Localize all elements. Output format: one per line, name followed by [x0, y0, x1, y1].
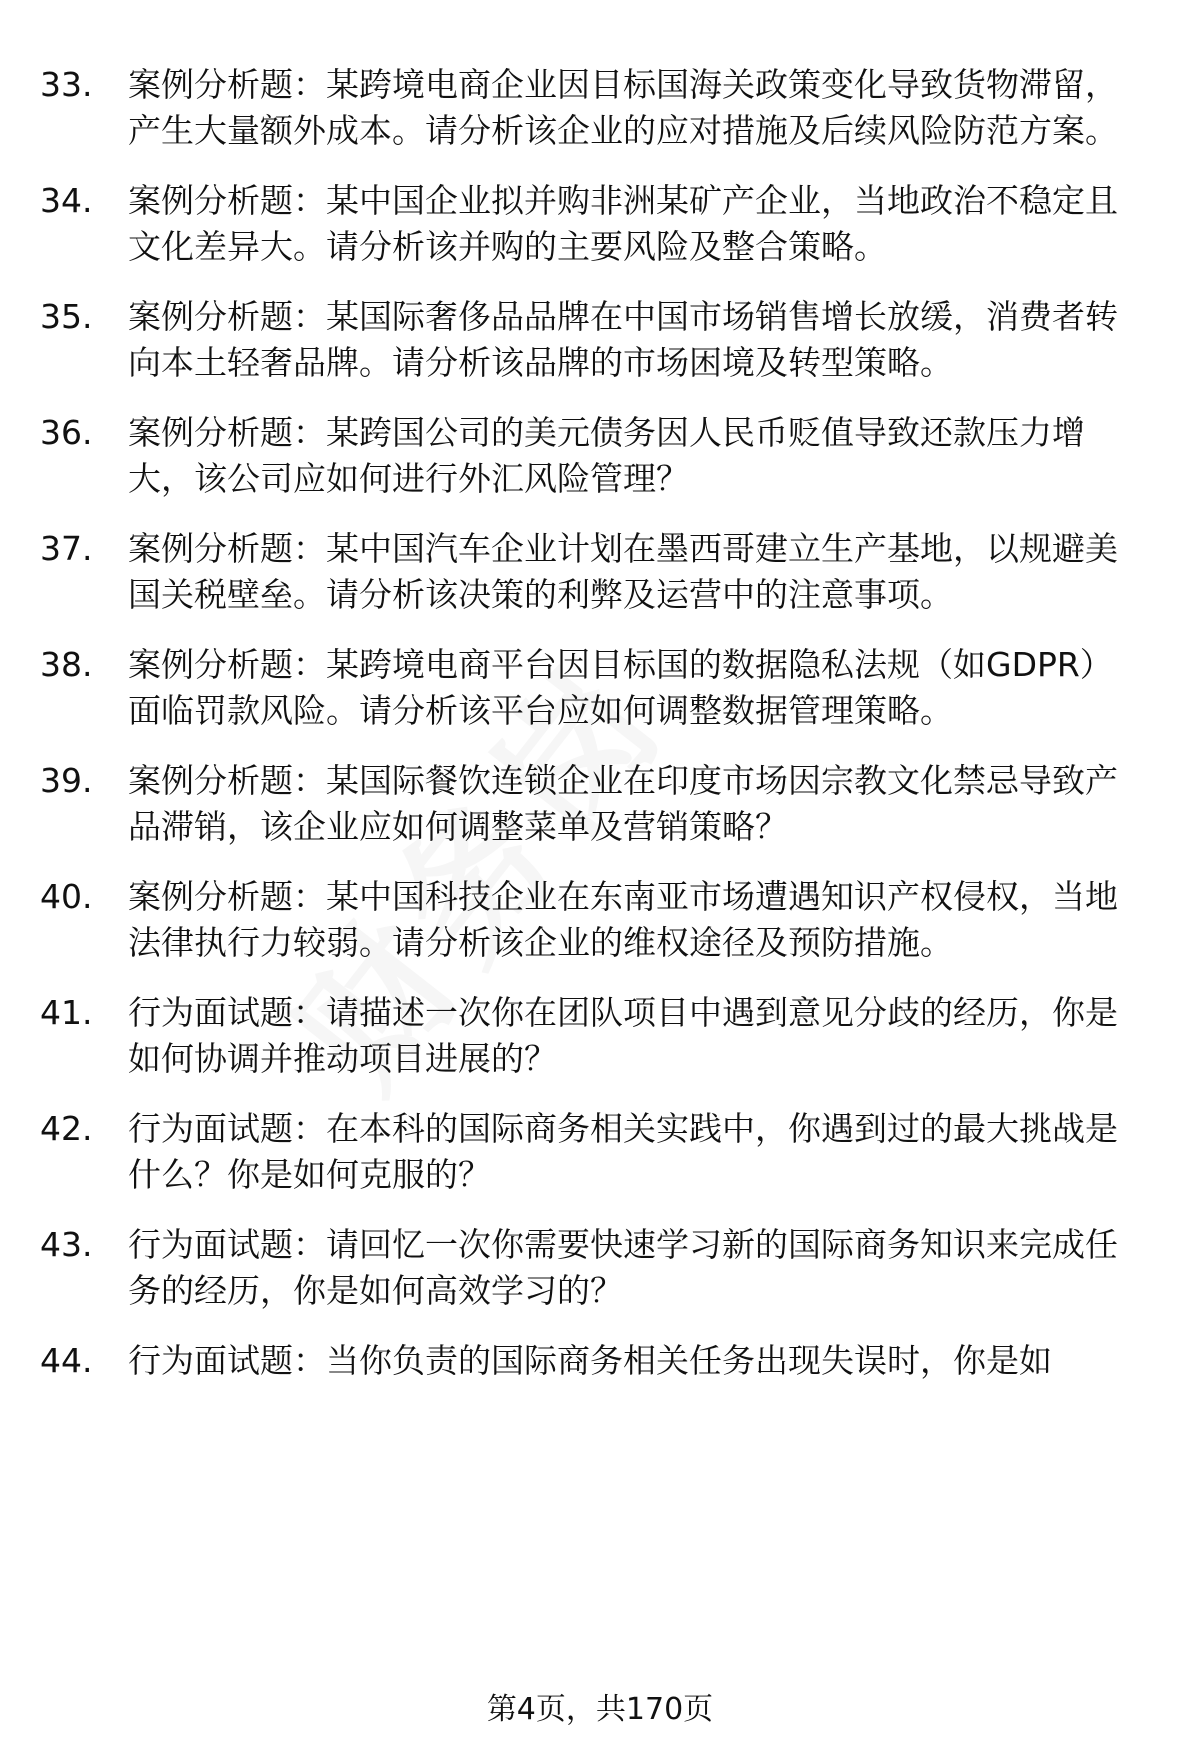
question-item — [0, 1338, 1200, 1384]
question-text: 案例分析题：某中国汽车企业计划在墨西哥建立生产基地，以规避美国关税壁垒。请分析该决策的利弊及运营中的注意事项。 — [128, 529, 1118, 614]
question-text: 案例分析题：某中国科技企业在东南亚市场遭遇知识产权侵权，当地法律执行力较弱。请分析该企业的维权途径及预防措施。 — [128, 877, 1118, 962]
question-number: 33. — [40, 65, 93, 104]
question-text: 行为面试题：请回忆一次你需要快速学习新的国际商务知识来完成任务的经历，你是如何高效学习的？ — [128, 1225, 1118, 1310]
question-number: 40. — [40, 877, 93, 916]
question-number: 43. — [40, 1225, 93, 1264]
question-text: 行为面试题：在本科的国际商务相关实践中，你遇到过的最大挑战是什么？你是如何克服的？ — [128, 1109, 1118, 1194]
question-text: 案例分析题：某跨国公司的美元债务因人民币贬值导致还款压力增大，该公司应如何进行外汇风险管理？ — [128, 413, 1085, 498]
question-item — [0, 526, 1200, 618]
question-item — [0, 178, 1200, 270]
question-text: 行为面试题：请描述一次你在团队项目中遇到意见分歧的经历，你是如何协调并推动项目进展的？ — [128, 993, 1118, 1078]
question-item — [0, 62, 1200, 154]
question-text: 案例分析题：某跨境电商企业因目标国海关政策变化导致货物滞留，产生大量额外成本。请分析该企业的应对措施及后续风险防范方案。 — [128, 65, 1118, 150]
question-number: 44. — [40, 1341, 93, 1380]
question-item — [0, 294, 1200, 386]
question-item — [0, 1222, 1200, 1314]
question-item — [0, 642, 1200, 734]
question-item — [0, 990, 1200, 1082]
question-item — [0, 758, 1200, 850]
question-number: 41. — [40, 993, 93, 1032]
question-number: 37. — [40, 529, 93, 568]
question-item — [0, 874, 1200, 966]
question-number: 35. — [40, 297, 93, 336]
question-text: 案例分析题：某国际奢侈品品牌在中国市场销售增长放缓，消费者转向本土轻奢品牌。请分析该品牌的市场困境及转型策略。 — [128, 297, 1118, 382]
question-number: 39. — [40, 761, 93, 800]
question-list — [0, 62, 1200, 1408]
question-number: 36. — [40, 413, 93, 452]
question-number: 42. — [40, 1109, 93, 1148]
question-text: 案例分析题：某国际餐饮连锁企业在印度市场因宗教文化禁忌导致产品滞销，该企业应如何调整菜单及营销策略？ — [128, 761, 1118, 846]
question-text: 案例分析题：某跨境电商平台因目标国的数据隐私法规（如GDPR）面临罚款风险。请分析该平台应如何调整数据管理策略。 — [128, 645, 1113, 730]
question-item — [0, 1106, 1200, 1198]
question-text: 行为面试题：当你负责的国际商务相关任务出现失误时，你是如 — [128, 1341, 1052, 1380]
question-number: 34. — [40, 181, 93, 220]
question-item — [0, 410, 1200, 502]
question-text: 案例分析题：某中国企业拟并购非洲某矿产企业，当地政治不稳定且文化差异大。请分析该并购的主要风险及整合策略。 — [128, 181, 1118, 266]
page-footer: 第4页，共170页 — [486, 1692, 714, 1727]
question-number: 38. — [40, 645, 93, 684]
